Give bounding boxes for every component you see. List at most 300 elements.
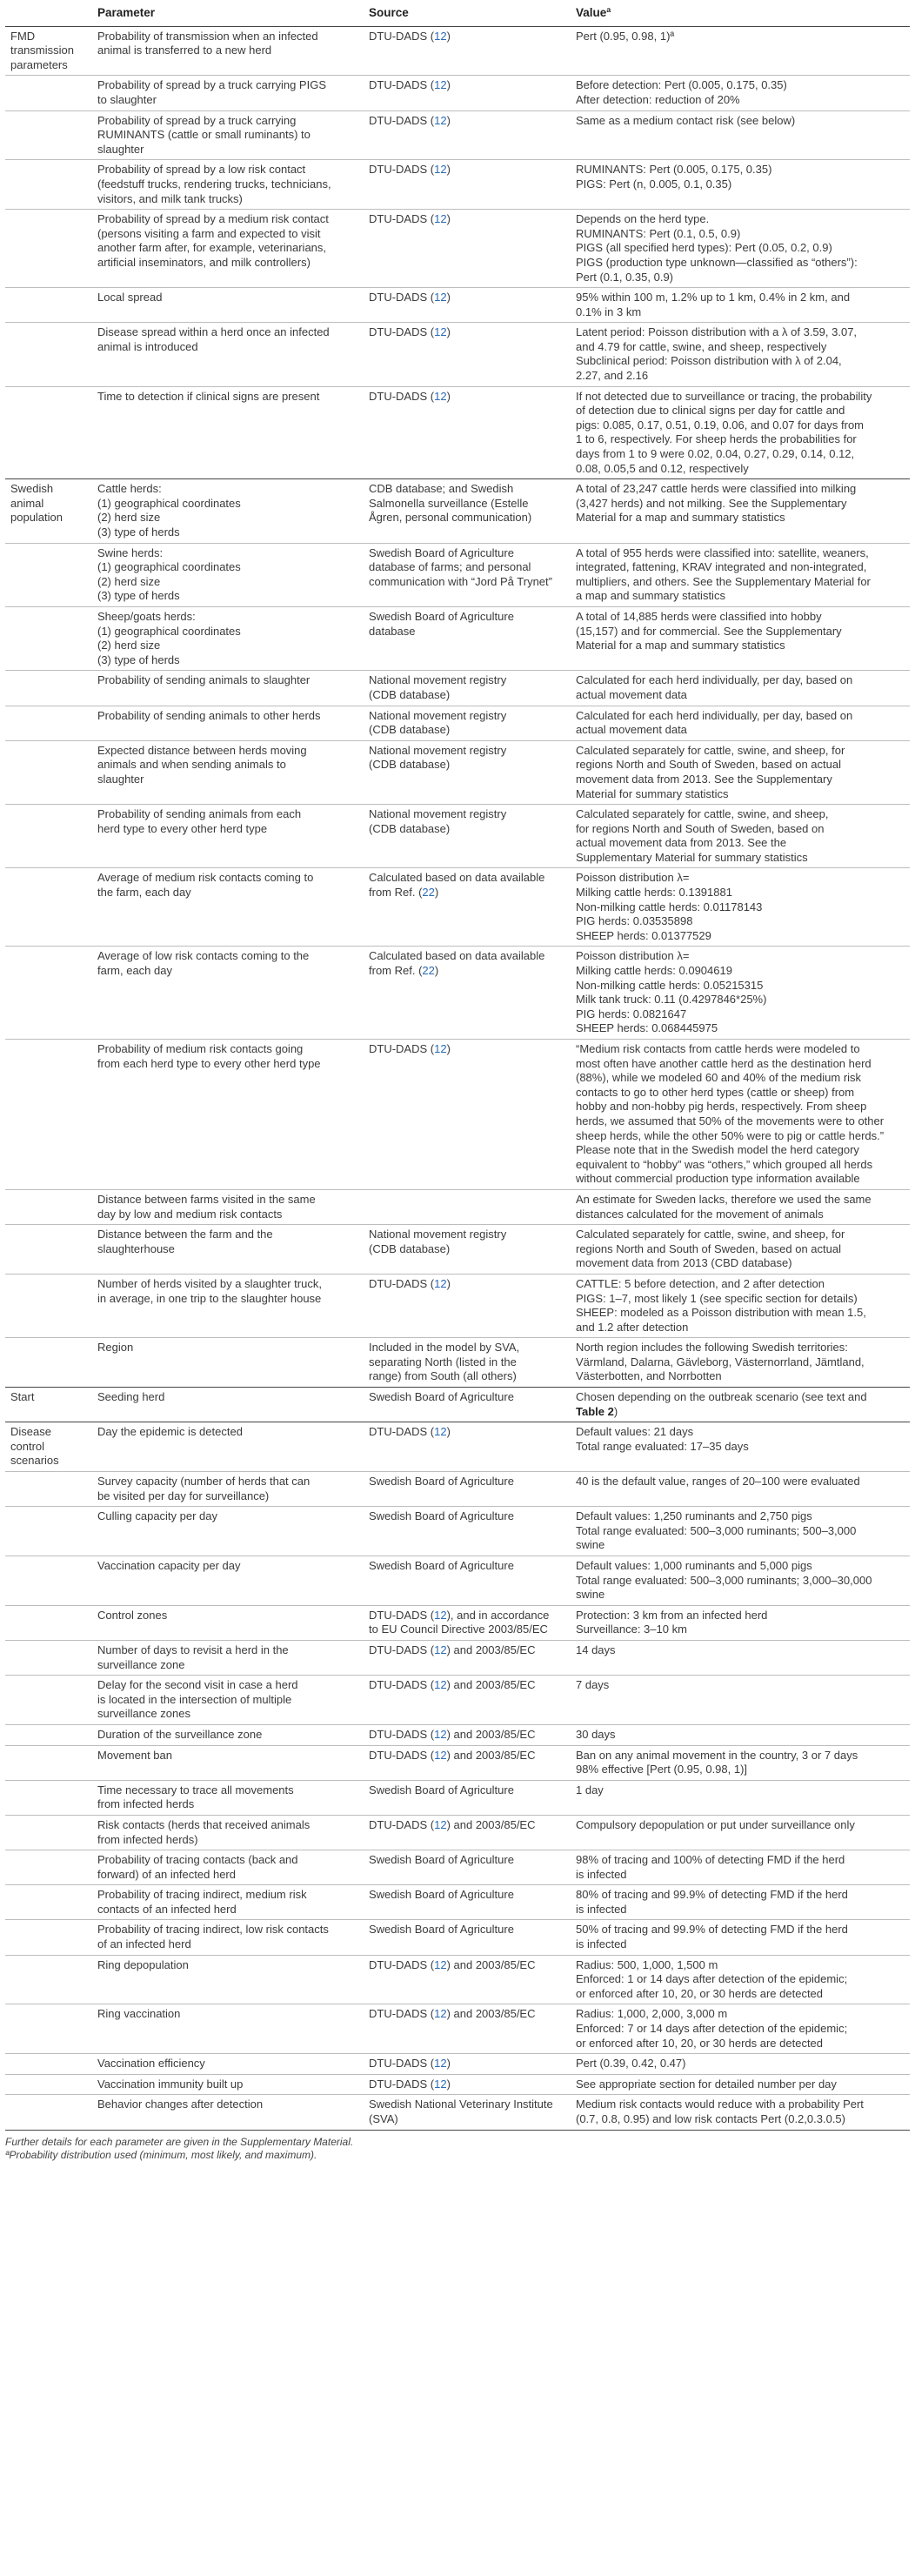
source-line — [369, 2078, 564, 2092]
text-segment: Swedish Board of Agriculture — [369, 1475, 514, 1489]
value-line — [576, 1559, 903, 1574]
text-segment: DTU-DADS ( — [369, 1957, 435, 1971]
text-segment: Calculated for each herd individually, per day, based on — [576, 708, 853, 722]
value-line — [576, 1937, 903, 1952]
text-segment: (0.7, 0.8, 0.95) and low risk contacts Pert (0.2,0.3.0.5) — [576, 2112, 845, 2125]
parameter-line: Cattle herds: — [97, 482, 162, 496]
text-segment: (CDB database) — [369, 1241, 451, 1255]
parameter-line: Time necessary to trace all movements — [97, 1783, 294, 1797]
value-line — [576, 807, 903, 822]
value-line — [576, 390, 903, 405]
category-cell — [5, 1850, 92, 1885]
table-row — [5, 1850, 910, 1885]
value-line — [576, 340, 903, 355]
parameter-cell — [92, 1676, 364, 1725]
text-segment: DTU-DADS ( — [369, 29, 435, 43]
text-segment: Surveillance: 3–10 km — [576, 1623, 687, 1636]
value-line — [576, 1524, 903, 1539]
text-segment: ) — [446, 1276, 451, 1290]
value-line — [576, 1100, 903, 1114]
source-line — [369, 709, 564, 724]
parameter-line: farm, each day — [97, 964, 172, 978]
value-line — [576, 575, 903, 590]
text-segment: Milking cattle herds: 0.1391881 — [576, 886, 732, 900]
source-line — [369, 1728, 564, 1743]
category-cell — [5, 1225, 92, 1275]
table-row — [5, 1040, 910, 1190]
parameter-line: Number of days to revisit a herd in the — [97, 1643, 289, 1656]
text-segment: Total range evaluated: 500–3,000 ruminants; 500–3,000 — [576, 1523, 857, 1537]
source-cell — [364, 1605, 571, 1640]
text-segment: without commercial production type information available — [576, 1172, 860, 1186]
text-segment: 0.1% in 3 km — [576, 304, 642, 318]
header-value: Valueª — [571, 0, 910, 26]
text-segment: (SVA) — [369, 2112, 398, 2125]
value-line — [576, 1321, 903, 1335]
text-segment: DTU-DADS ( — [369, 1748, 435, 1762]
value-line — [576, 723, 903, 738]
reference-link[interactable]: 22 — [422, 964, 435, 978]
text-segment: herds, we assumed that 50% of the movements were to other — [576, 1114, 885, 1127]
source-line — [369, 1475, 564, 1489]
source-line — [369, 114, 564, 129]
parameter-line: Ring depopulation — [97, 1957, 189, 1971]
source-cell — [364, 1556, 571, 1606]
value-line — [576, 1643, 903, 1658]
value-line — [576, 1763, 903, 1777]
source-cell — [364, 76, 571, 110]
reference-link[interactable]: 12 — [434, 325, 447, 339]
value-cell — [571, 26, 910, 76]
text-segment: 14 days — [576, 1643, 616, 1656]
category-cell — [5, 210, 92, 288]
value-line — [576, 1888, 903, 1903]
source-cell — [364, 2054, 571, 2075]
parameter-line: forward) of an infected herd — [97, 1867, 236, 1881]
parameter-cell — [92, 706, 364, 740]
value-line — [576, 271, 903, 285]
source-cell — [364, 805, 571, 868]
table-row — [5, 1274, 910, 1337]
source-line — [369, 1355, 564, 1370]
parameter-cell — [92, 110, 364, 160]
text-segment: Swedish Board of Agriculture — [369, 545, 514, 559]
text-segment: Swedish Board of Agriculture — [369, 1390, 514, 1404]
table-row — [5, 1815, 910, 1850]
text-segment: sheep herds, while the other 50% were to pig or cattle herds.” — [576, 1128, 885, 1142]
category-cell — [5, 1422, 92, 1472]
text-segment: A total of 14,885 herds were classified into hobby — [576, 609, 822, 623]
source-line — [369, 886, 564, 900]
value-line — [576, 1574, 903, 1589]
text-segment: DTU-DADS ( — [369, 291, 435, 304]
text-segment: ) — [434, 964, 439, 978]
text-segment: (3,427 herds) and not milking. See the Supplementary — [576, 496, 847, 510]
category-cell — [5, 947, 92, 1040]
parameter-cell — [92, 210, 364, 288]
value-cell — [571, 671, 910, 706]
source-line — [369, 511, 564, 525]
value-line — [576, 1292, 903, 1307]
value-line — [576, 1425, 903, 1440]
text-segment: for regions North and South of Sweden, based on — [576, 821, 825, 835]
text-segment: most often have another cattle herd as the destination herd — [576, 1056, 872, 1070]
text-segment: DTU-DADS ( — [369, 389, 435, 403]
value-line — [576, 787, 903, 802]
text-segment: or enforced after 10, 20, or 30 herds are detected — [576, 1986, 824, 2000]
text-segment: Total range evaluated: 17–35 days — [576, 1439, 749, 1453]
text-segment: 98% of tracing and 100% of detecting FMD if the herd — [576, 1853, 845, 1867]
value-cell — [571, 1338, 910, 1388]
parameter-line: Distance between farms visited in the same — [97, 1192, 316, 1206]
text-segment: or enforced after 10, 20, or 30 herds are detected — [576, 2036, 824, 2050]
value-cell — [571, 1472, 910, 1507]
table-row — [5, 210, 910, 288]
value-line — [576, 1509, 903, 1524]
text-segment: is infected — [576, 1867, 627, 1881]
text-segment: ) and 2003/85/EC — [446, 1727, 536, 1741]
parameter-line: herd type to every other herd type — [97, 821, 268, 835]
parameter-cell — [92, 2074, 364, 2095]
category-cell — [5, 805, 92, 868]
text-segment: Västerbotten, and Norrbotten — [576, 1369, 722, 1383]
table-row — [5, 1422, 910, 1472]
text-segment: ), and in accordance — [446, 1608, 550, 1622]
table-row — [5, 1338, 910, 1388]
text-segment: Please note that in the Swedish model the herd category — [576, 1143, 859, 1157]
text-segment: Calculated separately for cattle, swine, and sheep, — [576, 807, 829, 821]
source-cell — [364, 671, 571, 706]
parameter-line: surveillance zone — [97, 1657, 185, 1671]
reference-link[interactable]: 12 — [434, 2057, 447, 2071]
source-line — [369, 163, 564, 177]
text-segment: Pert (0.95, 0.98, 1)ª — [576, 29, 675, 43]
text-segment: (CDB database) — [369, 821, 451, 835]
reference-link[interactable]: 12 — [434, 1643, 447, 1656]
text-segment: Enforced: 1 or 14 days after detection of the epidemic; — [576, 1972, 848, 1986]
text-segment: movement data from 2013 (CBD database) — [576, 1256, 792, 1270]
value-line — [576, 1440, 903, 1455]
parameter-line: Probability of medium risk contacts going — [97, 1042, 304, 1055]
category-cell — [5, 288, 92, 323]
parameter-cell — [92, 1640, 364, 1675]
text-segment: Radius: 1,000, 2,000, 3,000 m — [576, 2007, 728, 2021]
source-cell — [364, 160, 571, 210]
reference-link[interactable]: 12 — [434, 1608, 447, 1622]
text-segment: Swedish Board of Agriculture — [369, 609, 514, 623]
table-row — [5, 1724, 910, 1745]
parameter-line: (3) type of herds — [97, 589, 180, 603]
text-segment: pigs: 0.085, 0.17, 0.51, 0.19, 0.06, and 0.07 for days from — [576, 418, 864, 432]
reference-link[interactable]: 12 — [434, 29, 447, 43]
reference-link[interactable]: 12 — [434, 291, 447, 304]
text-segment: Swedish Board of Agriculture — [369, 1853, 514, 1867]
category-cell — [5, 1274, 92, 1337]
reference-link[interactable]: 12 — [434, 1817, 447, 1831]
source-cell — [364, 606, 571, 670]
value-cell — [571, 706, 910, 740]
table-row — [5, 868, 910, 947]
source-cell — [364, 1189, 571, 1224]
value-line — [576, 1588, 903, 1602]
text-segment: PIGS (production type unknown—classified as “others”): — [576, 255, 858, 269]
text-segment: ) and 2003/85/EC — [446, 2007, 536, 2021]
category-label: Disease control — [10, 1425, 51, 1453]
category-label: Start — [10, 1390, 35, 1404]
source-cell — [364, 1920, 571, 1955]
text-segment: Swedish Board of Agriculture — [369, 1923, 514, 1937]
value-line — [576, 871, 903, 886]
category-cell — [5, 1745, 92, 1780]
parameter-line: Ring vaccination — [97, 2007, 181, 2021]
value-line — [576, 610, 903, 625]
text-segment: is infected — [576, 1937, 627, 1951]
source-cell — [364, 1472, 571, 1507]
category-cell — [5, 1885, 92, 1920]
table-row — [5, 2074, 910, 2095]
table-row — [5, 1780, 910, 1815]
source-line — [369, 1277, 564, 1292]
source-line — [369, 390, 564, 405]
text-segment: Pert (0.1, 0.35, 0.9) — [576, 270, 674, 284]
value-line — [576, 1228, 903, 1242]
text-segment: PIGS: Pert (n, 0.005, 0.1, 0.35) — [576, 177, 732, 191]
value-line — [576, 773, 903, 787]
value-cell — [571, 1605, 910, 1640]
source-line — [369, 758, 564, 773]
value-line — [576, 1390, 903, 1405]
value-line — [576, 1475, 903, 1489]
parameter-line: Expected distance between herds moving — [97, 743, 307, 757]
text-segment: National movement registry — [369, 708, 507, 722]
text-segment: DTU-DADS ( — [369, 1727, 435, 1741]
parameter-line: (2) herd size — [97, 574, 161, 588]
text-segment: Supplementary Material for summary statistics — [576, 850, 808, 864]
source-line — [369, 1390, 564, 1405]
value-line — [576, 1749, 903, 1763]
value-cell — [571, 110, 910, 160]
source-line — [369, 1678, 564, 1693]
reference-link[interactable]: 12 — [434, 1678, 447, 1692]
text-segment: 2.27, and 2.16 — [576, 369, 649, 383]
text-segment: and 1.2 after detection — [576, 1320, 689, 1334]
source-line — [369, 482, 564, 497]
reference-link[interactable]: 12 — [434, 163, 447, 177]
text-segment: separating North (listed in the — [369, 1355, 517, 1368]
text-segment: After detection: reduction of 20% — [576, 92, 740, 106]
table-row — [5, 671, 910, 706]
parameters-table — [5, 0, 910, 2131]
parameter-line: Control zones — [97, 1608, 168, 1622]
value-line — [576, 1242, 903, 1257]
source-cell — [364, 1640, 571, 1675]
text-segment: CDB database; and Swedish — [369, 482, 514, 496]
parameter-line: from infected herds — [97, 1797, 195, 1811]
value-line — [576, 511, 903, 525]
parameter-line: Disease spread within a herd once an infected — [97, 325, 330, 339]
value-line — [576, 2078, 903, 2092]
value-line — [576, 851, 903, 866]
parameter-cell — [92, 2095, 364, 2130]
parameter-cell — [92, 160, 364, 210]
value-line — [576, 1114, 903, 1129]
source-line — [369, 1559, 564, 1574]
text-segment: ) — [446, 389, 451, 403]
source-cell — [364, 2095, 571, 2130]
text-segment: A total of 23,247 cattle herds were classified into milking — [576, 482, 857, 496]
text-segment: Compulsory depopulation or put under surveillance only — [576, 1817, 855, 1831]
reference-link[interactable]: 12 — [434, 1276, 447, 1290]
text-segment: DTU-DADS ( — [369, 1817, 435, 1831]
source-cell — [364, 288, 571, 323]
value-line — [576, 1538, 903, 1553]
value-line — [576, 639, 903, 653]
text-segment: swine — [576, 1588, 605, 1602]
parameter-line: Day the epidemic is detected — [97, 1425, 243, 1439]
value-line — [576, 1678, 903, 1693]
parameter-cell — [92, 671, 364, 706]
text-segment: (CDB database) — [369, 723, 451, 737]
value-line — [576, 1256, 903, 1271]
value-line — [576, 1923, 903, 1937]
value-line — [576, 1783, 903, 1798]
text-segment: DTU-DADS ( — [369, 1643, 435, 1656]
reference-link[interactable]: 12 — [434, 1748, 447, 1762]
table-row — [5, 1605, 910, 1640]
text-segment: National movement registry — [369, 1228, 507, 1241]
reference-link[interactable]: 12 — [434, 1727, 447, 1741]
category-cell — [5, 2054, 92, 2075]
source-cell — [364, 2074, 571, 2095]
table-row — [5, 479, 910, 543]
value-cell — [571, 323, 910, 386]
reference-link[interactable]: 12 — [434, 1957, 447, 1971]
value-line — [576, 1143, 903, 1158]
reference-link[interactable]: 12 — [434, 1042, 447, 1055]
text-segment: DTU-DADS ( — [369, 1425, 435, 1439]
text-segment: DTU-DADS ( — [369, 163, 435, 177]
category-cell — [5, 1815, 92, 1850]
value-cell — [571, 2004, 910, 2054]
value-line — [576, 1903, 903, 1917]
text-segment: ) — [446, 1042, 451, 1055]
parameter-cell — [92, 76, 364, 110]
source-line — [369, 1783, 564, 1798]
text-segment: DTU-DADS ( — [369, 325, 435, 339]
table-row — [5, 543, 910, 606]
parameter-line: Survey capacity (number of herds that can — [97, 1475, 311, 1489]
text-segment: Ågren, personal communication) — [369, 511, 532, 525]
reference-link[interactable]: 12 — [434, 113, 447, 127]
source-line — [369, 1509, 564, 1524]
parameter-line: Probability of spread by a low risk contact — [97, 163, 306, 177]
text-segment: distances calculated for the movement of animals — [576, 1207, 824, 1221]
table-row — [5, 1885, 910, 1920]
source-line — [369, 1369, 564, 1384]
source-cell — [364, 740, 571, 804]
value-line — [576, 369, 903, 384]
parameter-cell — [92, 1724, 364, 1745]
text-segment: Pert (0.39, 0.42, 0.47) — [576, 2057, 686, 2071]
source-line — [369, 723, 564, 738]
parameter-line: Swine herds: — [97, 545, 164, 559]
value-line — [576, 546, 903, 561]
text-segment: Default values: 21 days — [576, 1425, 694, 1439]
source-line — [369, 1853, 564, 1868]
value-cell — [571, 1225, 910, 1275]
parameter-line: Distance between the farm and the — [97, 1228, 273, 1241]
text-segment: 50% of tracing and 99.9% of detecting FMD if the herd — [576, 1923, 848, 1937]
value-line — [576, 1728, 903, 1743]
source-cell — [364, 1338, 571, 1388]
value-line — [576, 1071, 903, 1086]
value-line — [576, 1958, 903, 1973]
text-segment: ) — [446, 29, 451, 43]
value-line — [576, 900, 903, 915]
parameter-line: the farm, each day — [97, 886, 191, 900]
text-segment: database of farms; and personal — [369, 560, 531, 574]
source-line — [369, 78, 564, 93]
parameter-cell — [92, 740, 364, 804]
value-line — [576, 1306, 903, 1321]
source-line — [369, 30, 564, 44]
text-segment: Calculated separately for cattle, swine, and sheep, for — [576, 1228, 845, 1241]
parameter-cell — [92, 1605, 364, 1640]
parameter-line: day by low and medium risk contacts — [97, 1207, 283, 1221]
text-segment: Calculated separately for cattle, swine, and sheep, for — [576, 743, 845, 757]
value-cell — [571, 1724, 910, 1745]
text-segment: Non-milking cattle herds: 0.05215315 — [576, 978, 764, 992]
category-cell — [5, 2095, 92, 2130]
value-line — [576, 1208, 903, 1222]
parameter-cell — [92, 1507, 364, 1556]
parameter-line: slaughter — [97, 772, 144, 786]
text-segment: DTU-DADS ( — [369, 2077, 435, 2091]
value-line — [576, 78, 903, 93]
reference-link[interactable]: 12 — [434, 2077, 447, 2091]
source-line — [369, 291, 564, 305]
table-row — [5, 288, 910, 323]
reference-link[interactable]: 12 — [434, 212, 447, 226]
table-row — [5, 2054, 910, 2075]
category-cell — [5, 2074, 92, 2095]
text-segment: DTU-DADS ( — [369, 78, 435, 92]
reference-link[interactable]: 12 — [434, 78, 447, 92]
value-line — [576, 1818, 903, 1833]
value-line — [576, 1868, 903, 1883]
source-line — [369, 625, 564, 639]
parameter-cell — [92, 2054, 364, 2075]
text-segment: from Ref. ( — [369, 886, 423, 900]
reference-link[interactable]: 12 — [434, 2007, 447, 2021]
table-row — [5, 1225, 910, 1275]
value-line — [576, 1369, 903, 1384]
value-cell — [571, 740, 910, 804]
reference-link[interactable]: 12 — [434, 389, 447, 403]
parameter-line: Probability of sending animals to other herds — [97, 708, 321, 722]
text-segment: Non-milking cattle herds: 0.01178143 — [576, 900, 763, 913]
reference-link[interactable]: 12 — [434, 1425, 447, 1439]
table-row — [5, 1472, 910, 1507]
value-line — [576, 1341, 903, 1355]
reference-link[interactable]: 22 — [422, 886, 435, 900]
value-cell — [571, 288, 910, 323]
source-cell — [364, 110, 571, 160]
value-line — [576, 2098, 903, 2112]
text-segment: integrated, fattening, KRAV integrated and non-integrated, — [576, 560, 867, 574]
text-segment: equivalent to “hobby” was “others,” which grouped all herds — [576, 1157, 873, 1171]
source-line — [369, 1643, 564, 1658]
